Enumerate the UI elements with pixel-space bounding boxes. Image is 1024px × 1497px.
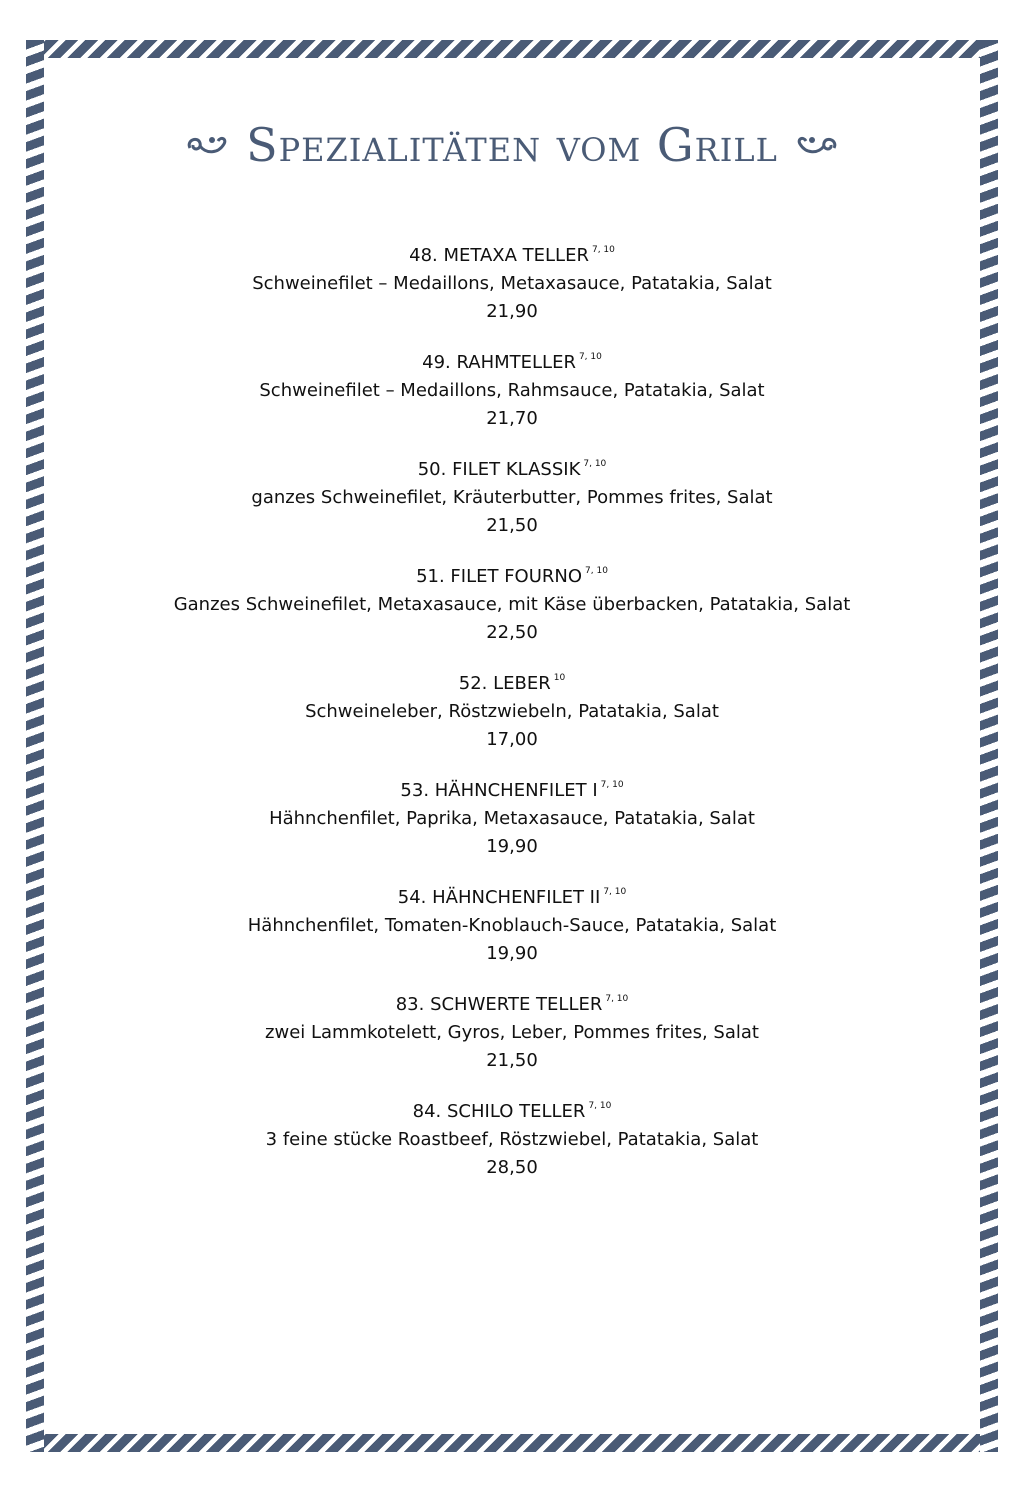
item-description: Schweinefilet – Medaillons, Metaxasauce, Patatakia, Salat: [252, 273, 772, 294]
allergen-codes: 7, 10: [585, 566, 608, 576]
item-description: zwei Lammkotelett, Gyros, Leber, Pommes frites, Salat: [265, 1022, 759, 1043]
allergen-codes: 10: [553, 673, 566, 683]
item-price: 17,00: [486, 729, 538, 750]
item-description: ganzes Schweinefilet, Kräuterbutter, Pommes frites, Salat: [251, 487, 773, 508]
item-price: 21,50: [486, 515, 538, 536]
menu-item: [60, 771, 964, 861]
item-name: 49. RAHMTELLER: [422, 352, 576, 373]
item-name: 54. HÄHNCHENFILET II: [397, 887, 601, 908]
menu-item: [60, 878, 964, 968]
allergen-codes: 7, 10: [591, 245, 615, 255]
item-price: 21,90: [486, 301, 538, 322]
allergen-codes: 7, 10: [578, 352, 602, 362]
item-description: Schweineleber, Röstzwiebeln, Patatakia, Salat: [305, 701, 719, 722]
decorative-border-bottom: [26, 1434, 998, 1452]
scroll-flourish-icon: [794, 130, 840, 160]
item-name: 50. FILET KLASSIK: [417, 459, 581, 480]
menu-item: [60, 985, 964, 1075]
item-name: 52. LEBER: [458, 673, 551, 694]
item-price: 19,90: [486, 836, 538, 857]
item-price: 19,90: [486, 943, 538, 964]
menu-item: [60, 664, 964, 754]
menu-item: [60, 343, 964, 433]
menu-item: [60, 450, 964, 540]
allergen-codes: 7, 10: [583, 459, 607, 469]
decorative-border-top: [26, 40, 998, 58]
allergen-codes: 7, 10: [588, 1101, 612, 1111]
menu-item: [60, 557, 964, 647]
item-price: 21,50: [486, 1050, 538, 1071]
item-name: 83. SCHWERTE TELLER: [395, 994, 603, 1015]
decorative-border-left: [26, 40, 44, 1452]
decorative-border-right: [980, 40, 998, 1452]
item-price: 21,70: [486, 408, 538, 429]
page-title: Spezialitäten vom Grill: [246, 118, 778, 172]
title-row: [60, 118, 964, 172]
allergen-codes: 7, 10: [600, 780, 624, 790]
item-description: Hähnchenfilet, Paprika, Metaxasauce, Patatakia, Salat: [269, 808, 755, 829]
item-name: 84. SCHILO TELLER: [412, 1101, 586, 1122]
item-description: Hähnchenfilet, Tomaten-Knoblauch-Sauce, Patatakia, Salat: [247, 915, 777, 936]
item-name: 53. HÄHNCHENFILET I: [400, 780, 598, 801]
item-description: Ganzes Schweinefilet, Metaxasauce, mit Käse überbacken, Patatakia, Salat: [173, 594, 851, 615]
allergen-codes: 7, 10: [605, 994, 629, 1004]
menu-item: [60, 236, 964, 326]
item-description: Schweinefilet – Medaillons, Rahmsauce, Patatakia, Salat: [259, 380, 765, 401]
scroll-flourish-icon: [184, 130, 230, 160]
item-price: 28,50: [486, 1157, 538, 1178]
menu-item: [60, 1092, 964, 1182]
menu-list: [60, 236, 964, 1199]
item-name: 48. METAXA TELLER: [409, 245, 589, 266]
item-name: 51. FILET FOURNO: [416, 566, 583, 587]
allergen-codes: 7, 10: [603, 887, 627, 897]
item-description: 3 feine stücke Roastbeef, Röstzwiebel, Patatakia, Salat: [265, 1129, 759, 1150]
item-price: 22,50: [486, 622, 538, 643]
